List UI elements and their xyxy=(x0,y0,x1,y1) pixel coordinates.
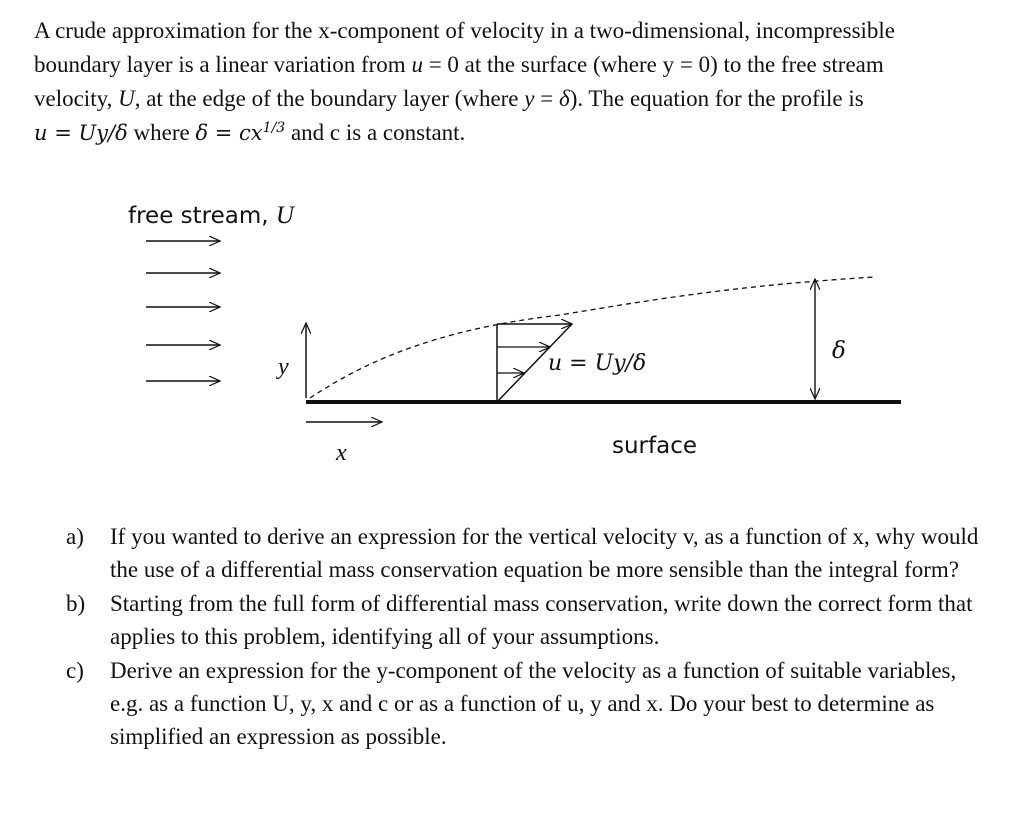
symbol-delta: δ xyxy=(558,86,570,111)
y-axis-label: y xyxy=(278,354,289,380)
problem-statement xyxy=(34,14,994,150)
delta-equation xyxy=(195,121,285,145)
boundary-layer-edge xyxy=(310,277,875,398)
free-stream-label: free stream, U xyxy=(128,202,294,229)
symbol-y: y xyxy=(524,86,535,111)
profile-equation-label: u = Uy/δ xyxy=(548,351,647,376)
intro-text: , at the edge of the boundary layer (where xyxy=(134,86,525,111)
intro-text: A crude approximation for the x-component of velocity in a two-dimensional, incompressible xyxy=(34,18,896,43)
question-item-a xyxy=(66,520,986,586)
intro-text: = 0 at the surface (where y = 0) to the free stream xyxy=(422,52,884,77)
surface-label: surface xyxy=(612,433,698,459)
delta-label: δ xyxy=(832,338,846,364)
question-item-c xyxy=(66,654,986,753)
x-axis-label: x xyxy=(336,440,347,466)
intro-text: velocity, xyxy=(34,86,119,111)
profile-equation: u = Uy/δ xyxy=(34,121,128,145)
question-text: Derive an expression for the y-component of the velocity as a function of suitable variables, e.g. as a function U, y, x and c or as a function of u, y and x. Do your best to determine as simplified an expression as possible. xyxy=(110,658,957,749)
symbol-U: U xyxy=(118,86,135,111)
boundary-layer-diagram xyxy=(0,190,1024,480)
question-label: a) xyxy=(66,524,84,549)
question-label: c) xyxy=(66,658,84,683)
symbol-u: u xyxy=(411,52,423,77)
question-label: b) xyxy=(66,591,86,616)
intro-line-3 xyxy=(34,82,994,116)
intro-text: and c is a constant. xyxy=(285,120,466,145)
intro-line-2 xyxy=(34,48,994,82)
intro-text: where xyxy=(127,120,196,145)
free-stream-arrows xyxy=(146,241,220,381)
question-item-b xyxy=(66,587,986,653)
intro-line-1 xyxy=(34,14,994,48)
intro-text: ). The equation for the profile is xyxy=(569,86,864,111)
delta-equation-base: δ = cx xyxy=(195,121,263,145)
question-text: Starting from the full form of differential mass conservation, write down the correct form that applies to this problem, identifying all of your assumptions. xyxy=(110,591,973,649)
question-list xyxy=(66,520,986,754)
question-text: If you wanted to derive an expression for the vertical velocity v, as a function of x, why would the use of a differential mass conservation equation be more sensible than the integral form? xyxy=(110,524,979,582)
intro-text: boundary layer is a linear variation from xyxy=(34,52,412,77)
delta-equation-exponent: 1/3 xyxy=(262,120,286,136)
intro-line-4 xyxy=(34,116,994,150)
intro-text: = xyxy=(534,86,559,111)
